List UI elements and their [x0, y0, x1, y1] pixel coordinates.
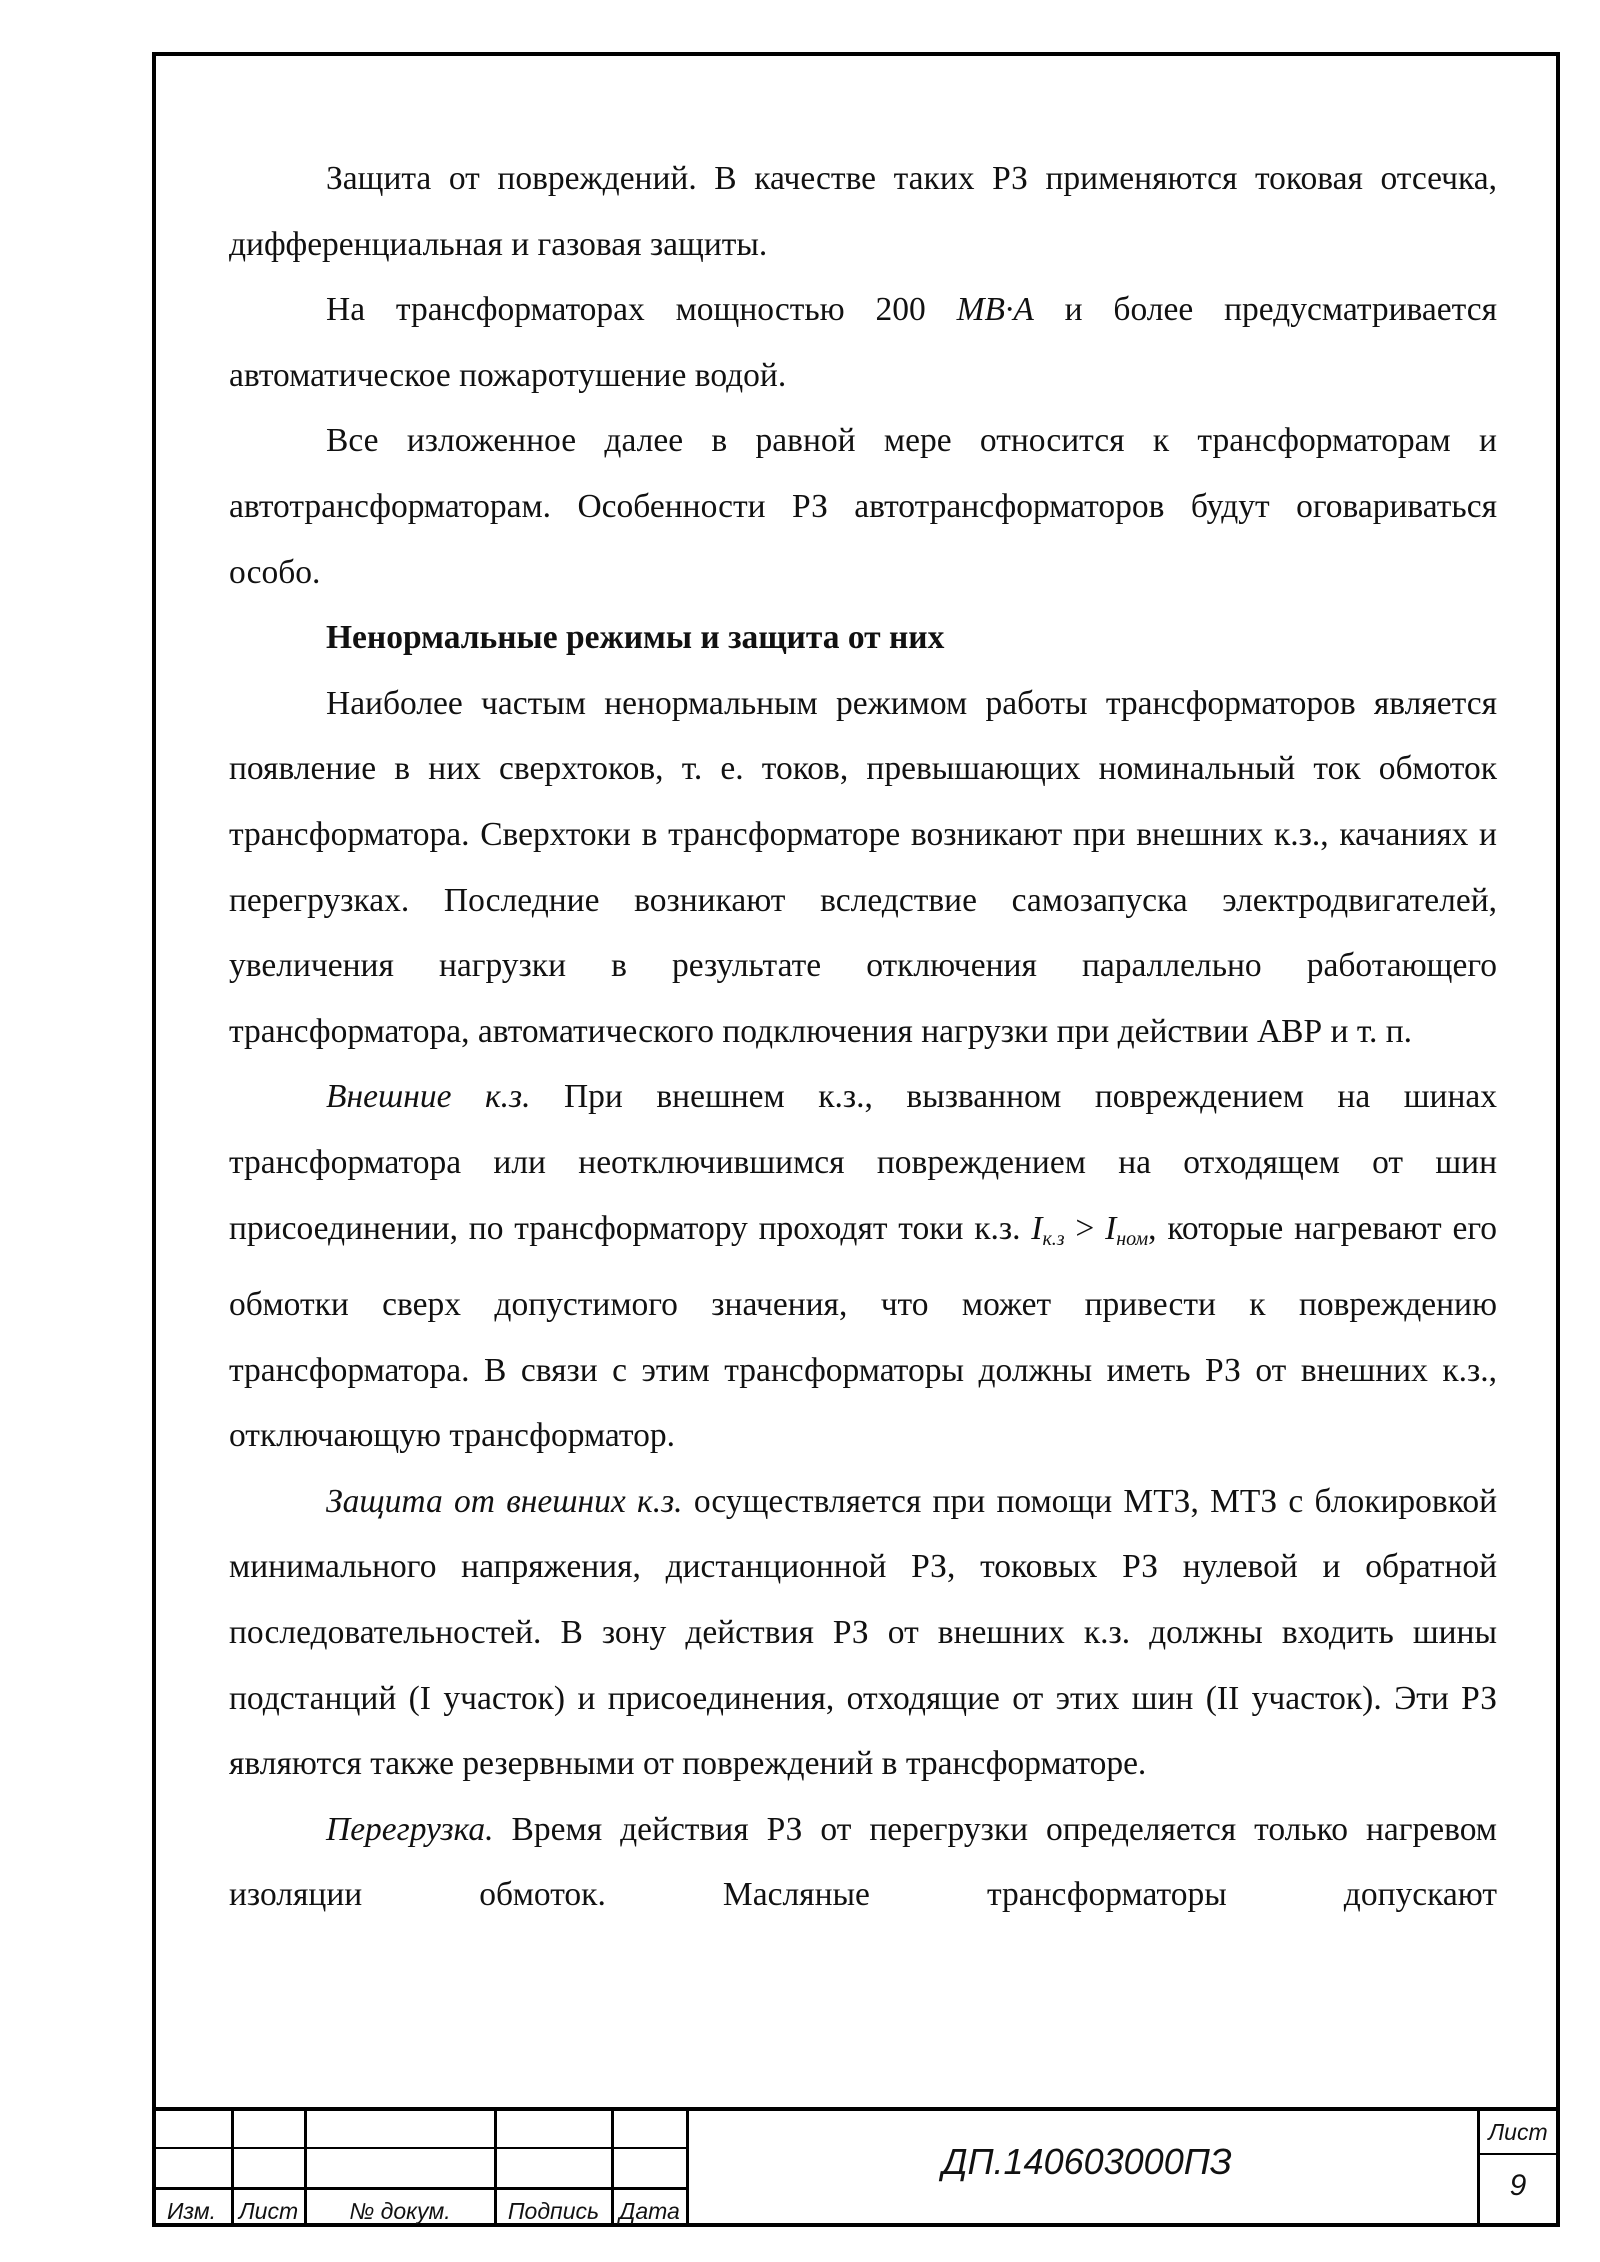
text-run: осуществляется при помощи МТЗ, МТЗ с блокировкой минимального напряжения, дистанционной РЗ, токовых РЗ нулевой и обратной последовательностей. В зону действия РЗ от внешних к.з. должны входить шины подстанций (I участок) и присоединения, отходящие от этих шин (II участок). Эти РЗ являются также резервными от повреждений в трансформаторе.	[229, 1482, 1498, 1783]
paragraph	[229, 1797, 1497, 1928]
text-run: и более предусматривается автоматическое пожаротушение водой.	[229, 291, 1497, 394]
sheet-label: Лист	[1488, 2119, 1548, 2145]
sheet-number: 9	[1509, 2169, 1527, 2202]
text-run: >	[1064, 1209, 1106, 1247]
paragraph: Защита от повреждений. В качестве таких РЗ применяются токовая отсечка, дифференциальная и газовая защиты.	[229, 160, 1497, 263]
text-run: При внешнем к.з., вызванном повреждением на шинах трансформатора или неотключившимся повреждением на отходящем от шин присоединении, по трансформатору проходят токи к.з.	[229, 1078, 1497, 1247]
label-doc-number: № докум.	[349, 2198, 451, 2224]
stamp-row-line	[152, 2187, 688, 2190]
stamp-row-line	[1477, 2153, 1560, 2155]
title-block	[152, 2107, 1560, 2227]
document-body	[229, 146, 1497, 1928]
text-run: Время действия РЗ от перегрузки определяется только нагревом изоляции обмоток. Масляные трансформаторы допускают	[229, 1810, 1497, 1914]
unit-mva: МВ·А	[956, 291, 1034, 329]
current-symbol: I	[1031, 1209, 1043, 1247]
text-run: На трансформаторах мощностью 200	[326, 291, 957, 329]
document-code: ДП.140603000ПЗ	[942, 2141, 1232, 2182]
paragraph: Все изложенное далее в равной мере относится к трансформаторам и автотрансформаторам. Особенности РЗ автотрансформаторов будут оговариваться особо.	[229, 422, 1497, 591]
subscript: ном	[1116, 1227, 1149, 1250]
italic-term: Перегрузка.	[326, 1810, 494, 1848]
paragraph	[229, 1064, 1497, 1469]
label-izm: Изм.	[166, 2198, 217, 2224]
subscript: к.з	[1042, 1227, 1065, 1250]
section-heading: Ненормальные режимы и защита от них	[326, 619, 945, 657]
paragraph	[229, 277, 1497, 408]
label-signature: Подпись	[507, 2198, 600, 2224]
label-date: Дата	[619, 2198, 680, 2224]
label-list: Лист	[238, 2198, 299, 2224]
current-symbol: I	[1105, 1209, 1117, 1247]
paragraph	[229, 1469, 1497, 1797]
italic-term: Внешние к.з.	[326, 1078, 531, 1116]
text-run: , которые нагревают его обмотки сверх допустимого значения, что может привести к повреждению трансформатора. В связи с этим трансформаторы должны иметь РЗ от внешних к.з., отключающую трансформатор.	[229, 1209, 1498, 1455]
stamp-divider	[686, 2111, 689, 2227]
stamp-row-line	[152, 2147, 688, 2149]
paragraph: Наиболее частым ненормальным режимом работы трансформаторов является появление в них сверхтоков, т. е. токов, превышающих номинальный ток обмоток трансформатора. Сверхтоки в трансформаторе возникают при внешних к.з., качаниях и перегрузках. Последние возникают вследствие самозапуска электродвигателей, увеличения нагрузки в результате отключения параллельно работающего трансформатора, автоматического подключения нагрузки при действии АВР и т. п.	[229, 684, 1497, 1050]
italic-term: Защита от внешних к.з.	[326, 1482, 683, 1520]
